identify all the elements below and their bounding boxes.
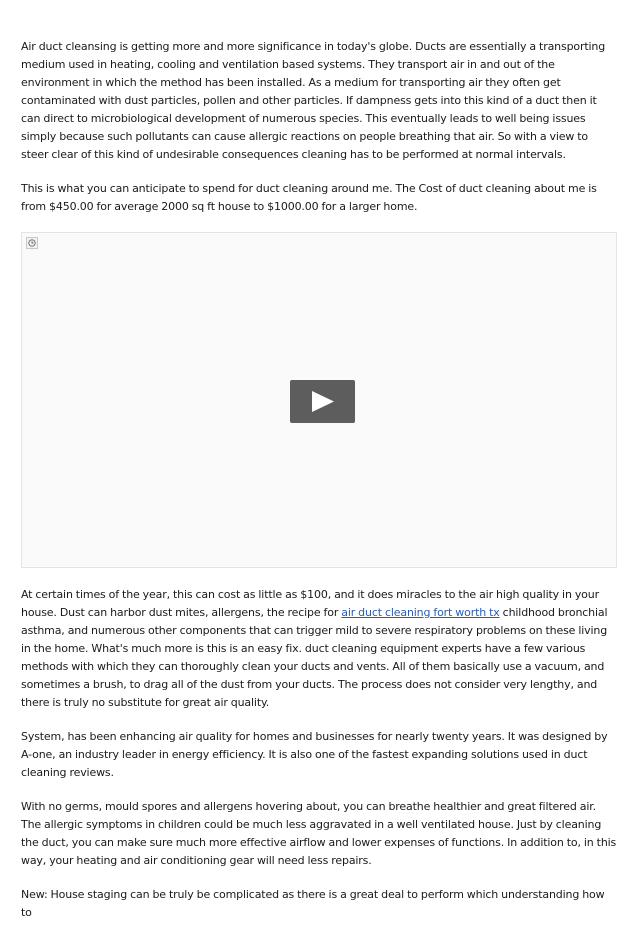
paragraph-intro: Air duct cleansing is getting more and more significance in today's globe. Ducts are essentially a transporting medium used in heating, cooling and ventilation based systems. They transport air in and out of the environment in which the method has been installed. As a medium for transporting air they often get contaminated with dust particles, pollen and other particles. If dampness gets into this kind of a duct then it can direct to microbiological development of numerous species. This eventually leads to well being issues simply because such pollutants can cause allergic reactions on people breathing that air. So with a view to steer clear of this kind of undesirable consequences cleaning has to be performed at normal intervals. bbox=[21, 40, 606, 161]
paragraph-system: System, has been enhancing air quality for homes and businesses for nearly twenty years. It was designed by A-one, an industry leader in energy efficiency. It is also one of the fastest expanding solutions used in duct cleaning reviews. bbox=[21, 730, 608, 779]
play-icon bbox=[312, 391, 334, 412]
play-button[interactable] bbox=[290, 380, 355, 423]
air-duct-cleaning-link[interactable]: air duct cleaning fort worth tx bbox=[341, 606, 500, 619]
paragraph-staging: New: House staging can be truly be complicated as there is a great deal to perform which understanding how to bbox=[21, 888, 605, 919]
paragraph-seasonal-cost bbox=[21, 586, 617, 712]
paragraph-text: childhood bronchial asthma, and numerous other components that can trigger mild to severe respiratory problems on these living in the home. What's much more is this is an easy fix. duct cleaning equipment experts have a few various methods with which they can thoroughly clean your ducts and vents. All of them basically use a vacuum, and sometimes a brush, to drag all of the dust from your ducts. The process does not consider very lengthy, and there is truly no substitute for great air quality. bbox=[21, 606, 608, 709]
document-body bbox=[21, 38, 617, 938]
paragraph-cost: This is what you can anticipate to spend for duct cleaning around me. The Cost of duct cleaning about me is from $450.00 for average 2000 sq ft house to $1000.00 for a larger home. bbox=[21, 182, 597, 213]
paragraph-benefits: With no germs, mould spores and allergens hovering about, you can breathe healthier and great filtered air. The allergic symptoms in children could be much less aggravated in a well ventilated house. Just by cleaning the duct, you can make sure much more effective airflow and lower expenses of functions. In addition to, in this way, your heating and air conditioning gear will need less repairs. bbox=[21, 800, 617, 867]
video-embed[interactable] bbox=[21, 232, 617, 568]
clock-icon[interactable] bbox=[26, 237, 38, 249]
paragraph-text: At certain times of the year, this can cost as little as $100, and it does miracles to the air high quality in your house. Dust can harbor dust mites, allergens, the recipe for bbox=[21, 588, 599, 619]
